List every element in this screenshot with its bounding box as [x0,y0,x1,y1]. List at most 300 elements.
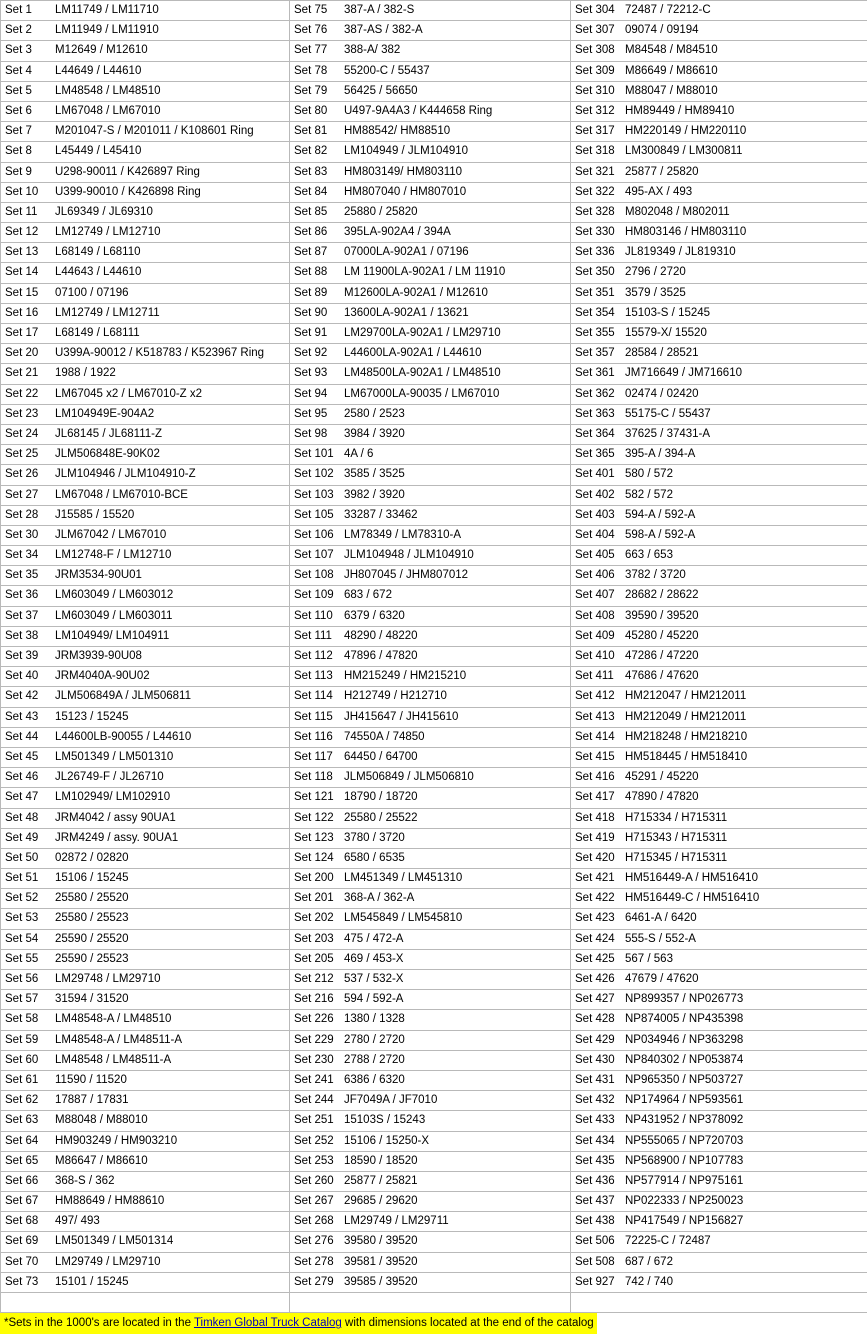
set-label: Set 95 [290,405,342,424]
set-value: 25877 / 25821 [342,1172,570,1191]
set-entry [1,930,289,949]
table-row [1,223,867,243]
cell-col2 [290,263,571,283]
set-value: 28682 / 28622 [623,586,867,605]
set-label: Set 43 [1,708,53,727]
set-value: JH807045 / JHM807012 [342,566,570,585]
set-value: JRM3534-90U01 [53,566,289,585]
cell-col2 [290,485,571,505]
set-entry [1,728,289,747]
set-value: JL69349 / JL69310 [53,203,289,222]
set-entry [290,1111,570,1130]
set-value: 687 / 672 [623,1253,867,1272]
set-entry [290,1051,570,1070]
cell-col1 [1,303,290,323]
set-entry [1,304,289,323]
cell-col3 [571,1,867,21]
set-label: Set 12 [1,223,53,242]
set-value: LM29748 / LM29710 [53,970,289,989]
set-label: Set 46 [1,768,53,787]
set-value: U298-90011 / K426897 Ring [53,163,289,182]
set-value: JF7049A / JF7010 [342,1091,570,1110]
table-row [1,142,867,162]
set-entry [290,708,570,727]
table-row [1,182,867,202]
footnote-suffix: with dimensions located at the end of the catalog [342,1317,594,1329]
set-entry [1,1273,289,1292]
set-value: 39580 / 39520 [342,1232,570,1251]
cell-col2 [290,424,571,444]
cell-col1 [1,81,290,101]
cell-col2 [290,465,571,485]
set-label: Set 9 [1,163,53,182]
set-value: U399-90010 / K426898 Ring [53,183,289,202]
cell-col2 [290,1091,571,1111]
table-row [1,202,867,222]
cell-col2 [290,61,571,81]
cell-col1 [1,647,290,667]
set-value: HM215249 / HM215210 [342,667,570,686]
table-row [1,364,867,384]
set-value: NP874005 / NP435398 [623,1010,867,1029]
set-entry [1,82,289,101]
set-value: LM48548-A / LM48510 [53,1010,289,1029]
set-entry [571,566,867,585]
cell-col2 [290,990,571,1010]
set-entry [1,1192,289,1211]
set-value: 39585 / 39520 [342,1273,570,1292]
set-value: M88048 / M88010 [53,1111,289,1130]
cell-col1 [1,223,290,243]
set-entry [571,708,867,727]
set-value: 3585 / 3525 [342,465,570,484]
set-value: M88047 / M88010 [623,82,867,101]
set-label: Set 60 [1,1051,53,1070]
set-label: Set 508 [571,1253,623,1272]
set-entry [571,142,867,161]
set-value: LM12748-F / LM12710 [53,546,289,565]
set-label: Set 429 [571,1031,623,1050]
set-label: Set 69 [1,1232,53,1251]
cell-col3 [571,465,867,485]
cell-col3 [571,1252,867,1272]
cell-col2 [290,1050,571,1070]
cell-col2 [290,546,571,566]
table-row [1,263,867,283]
set-label: Set 357 [571,344,623,363]
cell-col1 [1,727,290,747]
set-entry [1,1010,289,1029]
set-label: Set 412 [571,687,623,706]
cell-col3 [571,324,867,344]
set-entry [290,21,570,40]
set-entry [1,445,289,464]
table-row [1,586,867,606]
set-entry [571,1051,867,1070]
cell-col2 [290,626,571,646]
table-row [1,1232,867,1252]
set-entry [1,647,289,666]
set-entry [290,647,570,666]
set-label: Set 58 [1,1010,53,1029]
set-label: Set 216 [290,990,342,1009]
table-row [1,81,867,101]
table-row [1,1030,867,1050]
footnote-row [0,1313,867,1334]
set-value: L44600LB-90055 / L44610 [53,728,289,747]
set-label: Set 109 [290,586,342,605]
set-entry [571,284,867,303]
set-label: Set 108 [290,566,342,585]
set-label: Set 278 [290,1253,342,1272]
table-row [1,707,867,727]
set-label: Set 362 [571,385,623,404]
set-value: JRM4042 / assy 90UA1 [53,809,289,828]
set-value: 2580 / 2523 [342,405,570,424]
set-entry [571,102,867,121]
set-value: 387-A / 382-S [342,1,570,20]
set-value: 475 / 472-A [342,930,570,949]
set-label: Set 106 [290,526,342,545]
set-value: HM89449 / HM89410 [623,102,867,121]
set-value: NP034946 / NP363298 [623,1031,867,1050]
cell-col3 [571,546,867,566]
cell-col2 [290,384,571,404]
set-label: Set 419 [571,829,623,848]
cell-col1 [1,162,290,182]
set-label: Set 102 [290,465,342,484]
set-entry [571,667,867,686]
set-entry [290,506,570,525]
set-label: Set 25 [1,445,53,464]
set-label: Set 39 [1,647,53,666]
cell-col3 [571,1212,867,1232]
set-entry [290,183,570,202]
set-value: JL819349 / JL819310 [623,243,867,262]
table-row [1,525,867,545]
set-value: 29685 / 29620 [342,1192,570,1211]
set-entry [290,607,570,626]
set-entry [290,566,570,585]
set-entry [290,546,570,565]
set-value: 47896 / 47820 [342,647,570,666]
set-value: HM220149 / HM220110 [623,122,867,141]
cell-col2 [290,41,571,61]
cell-col1 [1,606,290,626]
set-value: 6580 / 6535 [342,849,570,868]
set-entry [290,425,570,444]
set-label: Set 279 [290,1273,342,1292]
cell-col1 [1,788,290,808]
set-label: Set 310 [571,82,623,101]
set-entry [1,243,289,262]
set-entry [571,203,867,222]
set-label: Set 1 [1,1,53,20]
set-value: 47890 / 47820 [623,788,867,807]
set-label: Set 101 [290,445,342,464]
set-entry [290,1232,570,1251]
set-entry [571,526,867,545]
set-value: M86647 / M86610 [53,1152,289,1171]
set-entry [1,889,289,908]
cell-col3 [571,889,867,909]
set-value: 388-A/ 382 [342,41,570,60]
cell-col2 [290,162,571,182]
set-label: Set 117 [290,748,342,767]
set-value: 368-A / 362-A [342,889,570,908]
set-entry [290,465,570,484]
table-row [1,1111,867,1131]
set-entry [1,748,289,767]
set-label: Set 45 [1,748,53,767]
set-entry [290,1071,570,1090]
timken-global-truck-catalog-link[interactable]: Timken Global Truck Catalog [194,1317,342,1329]
cell-col3 [571,404,867,424]
set-entry [1,768,289,787]
set-entry [1,1152,289,1171]
set-label: Set 420 [571,849,623,868]
table-row [1,122,867,142]
set-entry [571,41,867,60]
set-value: 25590 / 25520 [53,930,289,949]
set-value: 15106 / 15250-X [342,1132,570,1151]
set-value: LM11949 / LM11910 [53,21,289,40]
set-label: Set 212 [290,970,342,989]
set-value: HM516449-A / HM516410 [623,869,867,888]
cell-col1 [1,1212,290,1232]
set-value: 74550A / 74850 [342,728,570,747]
table-row [1,1091,867,1111]
set-entry [290,385,570,404]
set-label: Set 202 [290,909,342,928]
set-label: Set 30 [1,526,53,545]
set-entry [571,748,867,767]
set-label: Set 92 [290,344,342,363]
cell-col2 [290,586,571,606]
set-entry [1,1071,289,1090]
set-value: 497/ 493 [53,1212,289,1231]
set-value: 582 / 572 [623,486,867,505]
cell-col2 [290,243,571,263]
set-label: Set 407 [571,586,623,605]
set-entry [290,889,570,908]
set-entry [1,667,289,686]
cell-col2 [290,364,571,384]
cell-col3 [571,1050,867,1070]
set-value: HM516449-C / HM516410 [623,889,867,908]
cell-col2 [290,1171,571,1191]
set-label: Set 64 [1,1132,53,1151]
cell-col2 [290,122,571,142]
cell-col2 [290,1070,571,1090]
table-row [1,1,867,21]
set-value: NP577914 / NP975161 [623,1172,867,1191]
cell-col1 [1,21,290,41]
set-label: Set 22 [1,385,53,404]
set-entry [290,364,570,383]
cell-col1 [1,1171,290,1191]
set-value: H212749 / H212710 [342,687,570,706]
set-label: Set 350 [571,263,623,282]
cell-col1 [1,848,290,868]
cell-col1 [1,1030,290,1050]
cell-col3 [571,970,867,990]
set-entry [1,526,289,545]
set-value: M84548 / M84510 [623,41,867,60]
set-entry [290,41,570,60]
set-label: Set 23 [1,405,53,424]
set-value: JL68145 / JL68111-Z [53,425,289,444]
table-row [1,303,867,323]
set-value: 64450 / 64700 [342,748,570,767]
set-entry [1,425,289,444]
cell-col3 [571,101,867,121]
set-label: Set 364 [571,425,623,444]
cell-col2 [290,1151,571,1171]
cell-col3 [571,869,867,889]
cell-col3 [571,1232,867,1252]
set-label: Set 93 [290,364,342,383]
set-entry [290,849,570,868]
cell-col3 [571,1091,867,1111]
set-label: Set 44 [1,728,53,747]
cell-col1 [1,465,290,485]
set-label: Set 5 [1,82,53,101]
set-label: Set 4 [1,62,53,81]
cell-col1 [1,485,290,505]
set-value: L68149 / L68110 [53,243,289,262]
set-value: LM545849 / LM545810 [342,909,570,928]
cell-col1 [1,41,290,61]
set-value: 47686 / 47620 [623,667,867,686]
set-value: NP174964 / NP593561 [623,1091,867,1110]
cell-col3 [571,626,867,646]
set-entry [1,486,289,505]
set-label: Set 107 [290,546,342,565]
cell-col1 [1,747,290,767]
set-label: Set 15 [1,284,53,303]
set-value: JH415647 / JH415610 [342,708,570,727]
set-label: Set 88 [290,263,342,282]
set-label: Set 21 [1,364,53,383]
set-value: 37625 / 37431-A [623,425,867,444]
set-label: Set 89 [290,284,342,303]
cell-col2 [290,525,571,545]
set-entry [571,1111,867,1130]
set-value: 495-AX / 493 [623,183,867,202]
set-label: Set 62 [1,1091,53,1110]
cell-col2 [290,889,571,909]
set-label: Set 267 [290,1192,342,1211]
set-entry [1,41,289,60]
set-label: Set 98 [290,425,342,444]
set-label: Set 53 [1,909,53,928]
set-label: Set 927 [571,1273,623,1292]
set-value: 3579 / 3525 [623,284,867,303]
set-value: LM48548-A / LM48511-A [53,1031,289,1050]
set-value: 1380 / 1328 [342,1010,570,1029]
set-value: NP431952 / NP378092 [623,1111,867,1130]
set-entry [1,990,289,1009]
set-value: JLM104948 / JLM104910 [342,546,570,565]
cell-col1 [1,687,290,707]
set-entry [571,687,867,706]
table-row [1,1252,867,1272]
set-entry [290,142,570,161]
cell-col3 [571,727,867,747]
set-label: Set 124 [290,849,342,868]
set-label: Set 79 [290,82,342,101]
set-value: 45291 / 45220 [623,768,867,787]
set-label: Set 403 [571,506,623,525]
set-label: Set 40 [1,667,53,686]
table-spacer-row [1,1293,867,1313]
cell-col3 [571,788,867,808]
cell-col1 [1,525,290,545]
set-value: L45449 / L45410 [53,142,289,161]
cell-col1 [1,1050,290,1070]
set-label: Set 276 [290,1232,342,1251]
set-label: Set 361 [571,364,623,383]
set-label: Set 253 [290,1152,342,1171]
cell-col3 [571,909,867,929]
set-label: Set 2 [1,21,53,40]
set-value: 18590 / 18520 [342,1152,570,1171]
set-entry [290,1132,570,1151]
set-entry [571,385,867,404]
set-value: 07000LA-902A1 / 07196 [342,243,570,262]
set-entry [1,788,289,807]
cell-col3 [571,667,867,687]
set-label: Set 226 [290,1010,342,1029]
table-row [1,848,867,868]
set-value: JLM506849A / JLM506811 [53,687,289,706]
set-entry [571,122,867,141]
cell-col3 [571,182,867,202]
set-entry [1,1212,289,1231]
set-label: Set 121 [290,788,342,807]
set-entry [1,1172,289,1191]
set-label: Set 78 [290,62,342,81]
set-value: H715334 / H715311 [623,809,867,828]
set-value: LM48548 / LM48511-A [53,1051,289,1070]
set-entry [290,768,570,787]
set-value: JLM506848E-90K02 [53,445,289,464]
set-label: Set 77 [290,41,342,60]
set-value: LM29749 / LM29711 [342,1212,570,1231]
cell-col3 [571,162,867,182]
set-entry [1,809,289,828]
set-label: Set 26 [1,465,53,484]
set-entry [1,708,289,727]
set-entry [571,1152,867,1171]
set-entry [290,203,570,222]
set-entry [1,263,289,282]
set-label: Set 330 [571,223,623,242]
set-label: Set 118 [290,768,342,787]
set-value: 15103S / 15243 [342,1111,570,1130]
set-entry [1,566,289,585]
set-value: 395LA-902A4 / 394A [342,223,570,242]
cell-col3 [571,828,867,848]
set-value: 17887 / 17831 [53,1091,289,1110]
set-value: 6461-A / 6420 [623,909,867,928]
set-entry [571,950,867,969]
set-label: Set 105 [290,506,342,525]
set-value: NP417549 / NP156827 [623,1212,867,1231]
set-value: LM78349 / LM78310-A [342,526,570,545]
set-value: 47679 / 47620 [623,970,867,989]
